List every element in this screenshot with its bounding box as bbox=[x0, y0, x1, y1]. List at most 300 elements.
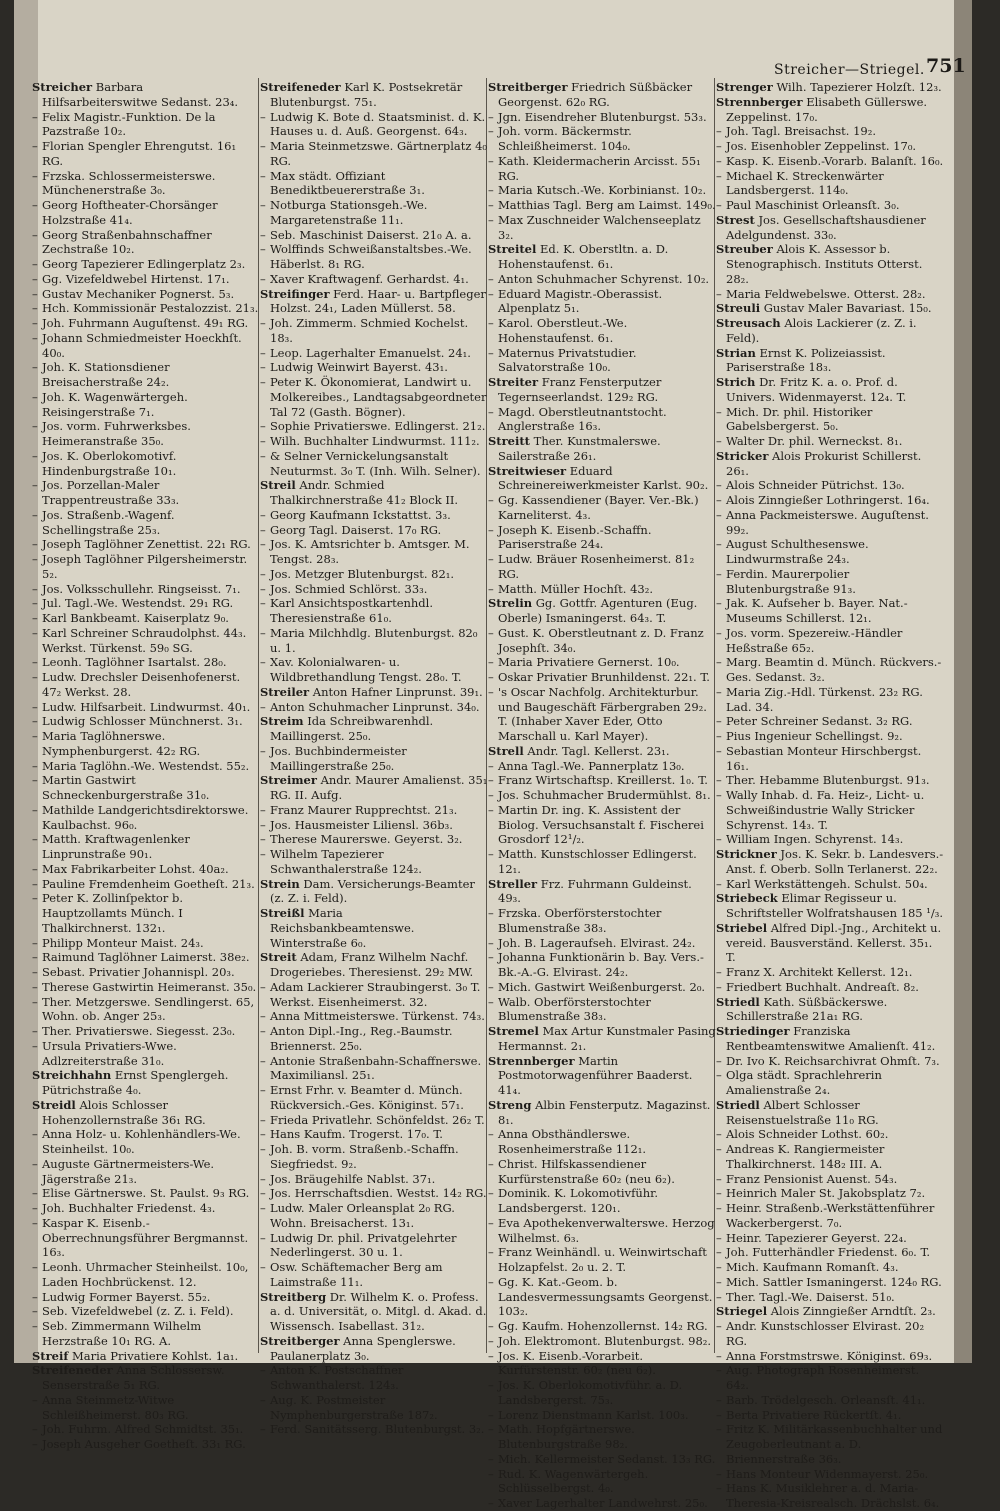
ditto-dash: – bbox=[716, 743, 722, 758]
directory-entry bbox=[488, 1319, 716, 1334]
ditto-dash: – bbox=[260, 448, 266, 463]
directory-entry bbox=[260, 478, 488, 508]
ditto-dash: – bbox=[260, 817, 266, 832]
directory-entry bbox=[32, 301, 260, 316]
directory-entry bbox=[488, 272, 716, 287]
entry-text: Xav. Kolonialwaren- u. Wildbrethandlung Tengst. 28₀. T. bbox=[270, 655, 462, 684]
directory-entry bbox=[32, 596, 260, 611]
ditto-dash: – bbox=[32, 1319, 38, 1333]
entry-text: Hch. Kommissionär Pestalozzist. 21₃. bbox=[42, 301, 259, 316]
directory-entry bbox=[260, 1142, 488, 1172]
entry-text: Alois Schlosser Hohenzollernstraße 36₁ RG. bbox=[42, 1097, 206, 1127]
entry-text: Joseph K. Eisenb.-Schaffn. Pariserstraße 24₄. bbox=[498, 522, 652, 552]
directory-entry bbox=[716, 847, 944, 877]
entry-text: Jos. Volksschullehr. Ringseisst. 7₁. bbox=[42, 581, 241, 596]
ditto-dash: – bbox=[32, 994, 38, 1009]
entry-text: Wilh. Buchhalter Lindwurmst. 111₂. bbox=[270, 434, 480, 448]
ditto-dash: – bbox=[32, 507, 38, 522]
directory-entry bbox=[32, 1039, 260, 1069]
ditto-dash: – bbox=[32, 965, 38, 979]
entry-text: Friedbert Buchhalt. Andreaſt. 8₂. bbox=[726, 979, 919, 994]
entry-text: Dr. Fritz K. a. o. Prof. d. Univers. Widenmayerst. 12₄. T. bbox=[726, 375, 907, 404]
ditto-dash: – bbox=[32, 139, 38, 153]
entry-text: Gustav Mechaniker Pognerst. 5₃. bbox=[42, 286, 235, 301]
ditto-dash: – bbox=[260, 360, 266, 375]
directory-entry bbox=[260, 1422, 488, 1437]
entry-text: Jos. Schmied Schlörst. 33₃. bbox=[270, 581, 428, 596]
ditto-dash: – bbox=[32, 581, 38, 596]
entry-text: Alois Prokurist Schillerst. 26₁. bbox=[726, 448, 922, 478]
ditto-dash: – bbox=[260, 139, 266, 153]
entry-text: Mathilde Landgerichtsdirektorswe. Kaulbachst. 96₀. bbox=[42, 802, 249, 832]
entry-text: Albin Fensterputz. Magazinst. 8₁. bbox=[498, 1097, 711, 1127]
entry-text: Joh. Fuhrmann Auguſtenst. 49₁ RG. bbox=[42, 316, 249, 330]
entry-text: Heinr. Tapezierer Geyerst. 22₄. bbox=[726, 1230, 907, 1245]
directory-entry bbox=[488, 1467, 716, 1497]
surname-heading: Strennberger bbox=[716, 94, 803, 109]
ditto-dash: – bbox=[488, 1127, 494, 1142]
entry-text: Wilh. Tapezierer Holzſt. 12₃. bbox=[776, 80, 942, 94]
ditto-dash: – bbox=[32, 389, 38, 404]
directory-entry bbox=[32, 316, 260, 331]
directory-entry bbox=[716, 449, 944, 479]
directory-entry bbox=[716, 154, 944, 169]
entry-text: Jos. Schuhmacher Brudermühlst. 8₁. bbox=[498, 788, 711, 802]
entry-text: Adam, Franz Wilhelm Nachf. Drogeriebes. Theresienst. 29₂ MW. bbox=[270, 950, 474, 979]
ditto-dash: – bbox=[488, 1407, 494, 1422]
ditto-dash: – bbox=[260, 802, 266, 817]
directory-entry bbox=[488, 375, 716, 405]
directory-entry bbox=[716, 80, 944, 95]
ditto-dash: – bbox=[716, 832, 722, 847]
directory-entry bbox=[716, 1422, 944, 1466]
directory-entry bbox=[488, 198, 716, 213]
entry-text: Aug. K. Postmeister Nymphenburgerstraße 187₂. bbox=[270, 1392, 438, 1422]
ditto-dash: – bbox=[488, 1186, 494, 1201]
entry-text: Anton Schuhmacher Schyrenst. 10₂. bbox=[498, 271, 710, 286]
entry-text: Jos. Metzger Blutenburgst. 82₁. bbox=[270, 566, 455, 581]
directory-entry bbox=[32, 1201, 260, 1216]
directory-entry bbox=[32, 700, 260, 715]
ditto-dash: – bbox=[716, 655, 722, 670]
entry-text: Mich. Kellermeister Sedanst. 13₃ RG. bbox=[498, 1451, 716, 1466]
surname-heading: Streller bbox=[488, 876, 538, 891]
entry-text: Ther. Privatierswe. Siegesst. 23₀. bbox=[42, 1024, 236, 1038]
entry-text: Joh. Zimmerm. Schmied Kochelst. 18₃. bbox=[270, 316, 469, 345]
directory-entry bbox=[32, 537, 260, 552]
ditto-dash: – bbox=[32, 758, 38, 773]
entry-text: Dam. Versicherungs-Beamter (z. Z. i. Feld). bbox=[270, 876, 475, 906]
ditto-dash: – bbox=[32, 286, 38, 301]
entry-text: Gg. Gottfr. Agenturen (Eug. Oberle) Ismaningerst. 64₃. T. bbox=[498, 596, 698, 625]
directory-entry bbox=[32, 1422, 260, 1437]
directory-entry bbox=[260, 1260, 488, 1290]
entry-text: Andr. Tagl. Kellerst. 23₁. bbox=[527, 743, 670, 758]
entry-text: Georg Tagl. Daiserst. 17₀ RG. bbox=[270, 522, 442, 537]
entry-text: Osw. Schäftemacher Berg am Laimstraße 11₁. bbox=[270, 1260, 443, 1289]
entry-text: Magd. Oberstleutnantstocht. Anglerstraße 16₃. bbox=[498, 404, 667, 434]
entry-text: Philipp Monteur Maist. 24₃. bbox=[42, 935, 204, 950]
directory-entry bbox=[716, 301, 944, 316]
directory-entry bbox=[32, 1304, 260, 1319]
ditto-dash: – bbox=[32, 655, 38, 670]
ditto-dash: – bbox=[716, 1245, 722, 1260]
directory-entry bbox=[260, 272, 488, 287]
entry-text: Joh. K. Wagenwärtergeh. Reisingerstraße 7₁. bbox=[42, 389, 188, 419]
column-1 bbox=[32, 80, 260, 1451]
entry-text: Wilhelm Tapezierer Schwanthalerstraße 124₂. bbox=[270, 847, 422, 876]
directory-entry bbox=[488, 906, 716, 936]
ditto-dash: – bbox=[32, 1289, 38, 1304]
entry-text: Karl Ansichtspostkartenhdl. Theresienstraße 61₀. bbox=[270, 596, 434, 625]
directory-entry bbox=[488, 1054, 716, 1098]
ditto-dash: – bbox=[716, 1068, 722, 1083]
entry-text: Georg Kaufmann Ickstattst. 3₃. bbox=[270, 507, 451, 522]
entry-text: Michael K. Streckenwärter Landsbergerst. 114₀. bbox=[726, 168, 884, 198]
directory-entry bbox=[260, 1201, 488, 1231]
ditto-dash: – bbox=[32, 950, 38, 965]
column-4 bbox=[716, 80, 944, 1510]
entry-text: Peter Schreiner Sedanst. 3₂ RG. bbox=[726, 714, 913, 729]
ditto-dash: – bbox=[32, 257, 38, 271]
entry-text: Barb. Trödelgesch. Orleansſt. 41₁. bbox=[726, 1392, 926, 1407]
directory-entry bbox=[488, 877, 716, 907]
directory-entry bbox=[488, 183, 716, 198]
entry-text: Ludw. Maler Orleansplat 2₀ RG. Wohn. Breisacherst. 13₁. bbox=[270, 1201, 455, 1230]
directory-entry bbox=[716, 744, 944, 774]
entry-text: Leop. Lagerhalter Emanuelst. 24₁. bbox=[270, 345, 471, 360]
ditto-dash: – bbox=[716, 139, 722, 153]
entry-text: Max Fabrikarbeiter Lohst. 40a₂. bbox=[42, 861, 229, 876]
ditto-dash: – bbox=[260, 109, 266, 124]
entry-text: Matth. Kunstschlosser Edlingerst. 12₁. bbox=[498, 847, 697, 876]
entry-text: Oskar Privatier Brunhildenst. 22₁. T. bbox=[498, 670, 710, 684]
directory-entry bbox=[488, 405, 716, 435]
directory-entry bbox=[716, 1098, 944, 1128]
ditto-dash: – bbox=[488, 153, 494, 168]
entry-text: Felix Magistr.-Funktion. De la Pazstraße 10₂. bbox=[42, 109, 216, 139]
entry-text: Franz Pensionist Auenst. 54₃. bbox=[726, 1171, 898, 1186]
entry-text: Karl Bankbeamt. Kaiserplatz 9₀. bbox=[42, 611, 229, 625]
directory-entry bbox=[260, 847, 488, 877]
entry-text: Georg Tapezierer Edlingerplatz 2₃. bbox=[42, 257, 246, 271]
entry-text: Jos. Eisenhobler Zeppelinst. 17₀. bbox=[726, 139, 917, 153]
entry-text: Ferd. Haar- u. Bartpfleger Holzst. 24₁, Laden Müllerst. 58. bbox=[270, 286, 486, 316]
ditto-dash: – bbox=[32, 625, 38, 640]
ditto-dash: – bbox=[32, 714, 38, 729]
ditto-dash: – bbox=[488, 906, 494, 920]
ditto-dash: – bbox=[488, 935, 494, 950]
entry-text: Maria Privatiere Gernerst. 10₀. bbox=[498, 655, 680, 670]
directory-entry bbox=[716, 1467, 944, 1482]
directory-entry bbox=[488, 670, 716, 685]
entry-text: Jos. Buchbindermeister Maillingerstraße 25₀. bbox=[270, 743, 407, 773]
surname-heading: Stricker bbox=[716, 448, 769, 463]
entry-text: Ed. K. Oberstltn. a. D. Hohenstaufenst. 6₁. bbox=[498, 242, 669, 271]
surname-heading: Streißl bbox=[260, 906, 305, 920]
directory-entry bbox=[32, 228, 260, 258]
ditto-dash: – bbox=[32, 611, 38, 625]
ditto-dash: – bbox=[488, 994, 494, 1009]
entry-text: Ursula Privatiers-Wwe. Adlzreiterstraße 31₀. bbox=[42, 1038, 177, 1068]
entry-text: Ludw. Hilfsarbeit. Lindwurmst. 40₁. bbox=[42, 699, 251, 714]
entry-text: Sophie Privatierswe. Edlingerst. 21₂. bbox=[270, 419, 486, 434]
entry-text: Ferd. Sanitätsserg. Blutenburgst. 3₂. bbox=[270, 1422, 485, 1437]
directory-entry bbox=[488, 1408, 716, 1423]
entry-text: Karl Werkstättengeh. Schulst. 50₄. bbox=[726, 876, 928, 891]
ditto-dash: – bbox=[716, 1348, 722, 1363]
ditto-dash: – bbox=[32, 360, 38, 375]
directory-entry bbox=[716, 1142, 944, 1172]
entry-text: Ferdin. Maurerpolier Blutenburgstraße 91₃. bbox=[726, 566, 856, 596]
directory-entry bbox=[716, 1304, 944, 1319]
ditto-dash: – bbox=[488, 950, 494, 965]
ditto-dash: – bbox=[32, 552, 38, 566]
surname-heading: Streiter bbox=[488, 375, 539, 389]
ditto-dash: – bbox=[716, 286, 722, 301]
entry-text: Jgn. Eisendreher Blutenburgst. 53₃. bbox=[498, 109, 707, 124]
surname-heading: Strein bbox=[260, 876, 300, 891]
ditto-dash: – bbox=[488, 625, 494, 640]
surname-heading: Streiler bbox=[260, 684, 310, 699]
ditto-dash: – bbox=[32, 109, 38, 124]
directory-entry bbox=[716, 980, 944, 995]
directory-entry bbox=[488, 1186, 716, 1216]
ditto-dash: – bbox=[716, 1363, 722, 1378]
directory-entry bbox=[260, 950, 488, 980]
surname-heading: Streifinger bbox=[260, 286, 330, 301]
ditto-dash: – bbox=[488, 1422, 494, 1437]
entry-text: Fritz K. Militärkassenbuchhalter und Zeugoberleutnant a. D. Briennerstraße 36₃. bbox=[726, 1422, 943, 1466]
directory-entry bbox=[260, 169, 488, 199]
entry-text: Ernst Frhr. v. Beamter d. Münch. Rückversich.-Ges. Königinst. 57₁. bbox=[270, 1083, 464, 1112]
surname-heading: Striedl bbox=[716, 1097, 760, 1112]
ditto-dash: – bbox=[716, 1171, 722, 1186]
entry-text: Adam Lackierer Straubingerst. 3₀ T. Werkst. Eisenheimerst. 32. bbox=[270, 979, 481, 1009]
ditto-dash: – bbox=[32, 1215, 38, 1230]
entry-text: Maria Milchhdlg. Blutenburgst. 82₀ u. 1. bbox=[270, 625, 478, 655]
entry-text: Matth. Kraftwagenlenker Linprunstraße 90₁. bbox=[42, 832, 190, 861]
directory-entry bbox=[260, 537, 488, 567]
directory-entry bbox=[716, 1260, 944, 1275]
ditto-dash: – bbox=[260, 1363, 266, 1378]
directory-entry bbox=[716, 1201, 944, 1231]
surname-heading: Strest bbox=[716, 212, 755, 227]
entry-text: Jos. vorm. Spezereiw.-Händler Heßstraße 65₂. bbox=[726, 625, 903, 655]
ditto-dash: – bbox=[716, 773, 722, 788]
ditto-dash: – bbox=[260, 271, 266, 286]
entry-text: Anna Packmeisterswe. Auguſtenst. 99₂. bbox=[726, 507, 929, 537]
surname-heading: Striedinger bbox=[716, 1024, 790, 1038]
ditto-dash: – bbox=[32, 1201, 38, 1215]
ditto-dash: – bbox=[488, 788, 494, 802]
directory-entry bbox=[488, 1245, 716, 1275]
ditto-dash: – bbox=[260, 242, 266, 257]
entry-text: Anna Steinmetz-Witwe Schleißheimerst. 80₃ RG. bbox=[42, 1392, 189, 1422]
directory-entry bbox=[716, 316, 944, 346]
directory-entry bbox=[716, 1349, 944, 1364]
directory-entry bbox=[488, 1275, 716, 1319]
ditto-dash: – bbox=[716, 979, 722, 994]
directory-entry bbox=[32, 832, 260, 862]
entry-text: Anton Dipl.-Ing., Reg.-Baumstr. Briennerst. 25₀. bbox=[270, 1024, 453, 1053]
entry-text: Hans Kaufm. Trogerst. 17₀. T. bbox=[270, 1127, 443, 1142]
entry-text: Peter K. Ökonomierat, Landwirt u. Molkereibes., Landtagsabgeordneter Tal 72 (Gasth. Bögner). bbox=[270, 375, 487, 419]
ditto-dash: – bbox=[716, 478, 722, 493]
directory-entry bbox=[260, 449, 488, 479]
directory-entry bbox=[716, 921, 944, 965]
directory-entry bbox=[32, 360, 260, 390]
entry-text: Anton Hafner Linprunst. 39₁. bbox=[312, 684, 483, 699]
ditto-dash: – bbox=[260, 832, 266, 847]
directory-entry bbox=[260, 567, 488, 582]
directory-entry bbox=[716, 1245, 944, 1260]
directory-entry bbox=[716, 1393, 944, 1408]
entry-text: Ludw. Drechsler Deisenhofenerst. 47₂ Werkst. 28. bbox=[42, 670, 241, 699]
ditto-dash: – bbox=[32, 876, 38, 891]
directory-entry bbox=[32, 891, 260, 935]
directory-entry bbox=[716, 877, 944, 892]
ditto-dash: – bbox=[716, 153, 722, 168]
ditto-dash: – bbox=[32, 1038, 38, 1053]
entry-text: Mich. Gastwirt Weißenburgerst. 2₀. bbox=[498, 979, 706, 994]
entry-text: Alois Lackierer (z. Z. i. Feld). bbox=[726, 316, 917, 345]
surname-heading: Streicher bbox=[32, 80, 93, 94]
directory-entry bbox=[716, 124, 944, 139]
entry-text: Barbara Hilfsarbeiterswitwe Sedanst. 23₄. bbox=[42, 80, 239, 109]
directory-entry bbox=[716, 891, 944, 921]
ditto-dash: – bbox=[488, 286, 494, 301]
ditto-dash: – bbox=[32, 1422, 38, 1437]
directory-entry bbox=[716, 1186, 944, 1201]
entry-text: Maria Taglöhnerswe. Nymphenburgerst. 42₂ RG. bbox=[42, 729, 201, 758]
ditto-dash: – bbox=[488, 1466, 494, 1481]
directory-entry bbox=[260, 287, 488, 317]
ditto-dash: – bbox=[260, 699, 266, 714]
entry-text: Maria Steinmetzswe. Gärtnerplatz 4₀ RG. bbox=[270, 139, 487, 168]
directory-entry bbox=[488, 847, 716, 877]
ditto-dash: – bbox=[716, 566, 722, 581]
entry-text: Joseph Taglöhner Pilgersheimerstr. 5₂. bbox=[42, 552, 248, 581]
surname-heading: Streitt bbox=[488, 434, 530, 448]
directory-entry bbox=[488, 950, 716, 980]
surname-heading: Streifeneder bbox=[260, 80, 341, 94]
directory-entry bbox=[260, 877, 488, 907]
entry-text: Xaver Lagerhalter Landwehrst. 25₀. bbox=[498, 1496, 708, 1510]
entry-text: Gg. Kaufm. Hohenzollernst. 14₂ RG. bbox=[498, 1319, 708, 1333]
entry-text: Pauline Fremdenheim Goetheſt. 21₃. bbox=[42, 876, 255, 891]
entry-text: Xaver Kraftwagenf. Gerhardst. 4₁. bbox=[270, 271, 469, 286]
ditto-dash: – bbox=[32, 802, 38, 817]
directory-entry bbox=[716, 995, 944, 1025]
directory-entry bbox=[32, 862, 260, 877]
directory-entry bbox=[488, 596, 716, 626]
ditto-dash: – bbox=[260, 743, 266, 758]
directory-entry bbox=[32, 139, 260, 169]
ditto-dash: – bbox=[260, 1024, 266, 1038]
directory-entry bbox=[716, 1481, 944, 1511]
entry-text: Ther. Metzgerswe. Sendlingerst. 65, Wohn. ob. Anger 25₃. bbox=[42, 994, 255, 1024]
entry-text: Karl K. Postsekretär Blutenburgst. 75₁. bbox=[270, 80, 463, 109]
page-edge-shadow bbox=[954, 0, 972, 1363]
directory-entry bbox=[260, 906, 488, 950]
entry-text: Jos. Straßenb.-Wagenf. Schellingstraße 25₃. bbox=[42, 507, 175, 537]
entry-text: Frzska. Oberförsterstochter Blumenstraße 38₃. bbox=[498, 906, 662, 935]
directory-entry bbox=[488, 80, 716, 110]
directory-entry bbox=[32, 626, 260, 656]
entry-text: 's Oscar Nachfolg. Architekturbur. und Baugeschäft Färbergraben 29₂. T. (Inhaber Xaver Eder, Otto Marschall u. Karl Mayer). bbox=[498, 684, 707, 743]
surname-heading: Striegel bbox=[716, 1304, 768, 1319]
directory-entry bbox=[32, 80, 260, 110]
ditto-dash: – bbox=[260, 1142, 266, 1156]
directory-entry bbox=[488, 773, 716, 788]
entry-text: Martin Postmotorwagenführer Baaderst. 41₄. bbox=[498, 1053, 693, 1097]
directory-entry bbox=[260, 818, 488, 833]
ditto-dash: – bbox=[716, 714, 722, 729]
ditto-dash: – bbox=[488, 1245, 494, 1260]
directory-entry bbox=[32, 655, 260, 670]
directory-entry bbox=[716, 1319, 944, 1349]
directory-entry bbox=[32, 1349, 260, 1364]
directory-entry bbox=[260, 1083, 488, 1113]
ditto-dash: – bbox=[260, 1186, 266, 1201]
ditto-dash: – bbox=[32, 1260, 38, 1274]
directory-page bbox=[14, 0, 972, 1510]
ditto-dash: – bbox=[488, 1378, 494, 1392]
directory-entry bbox=[716, 626, 944, 656]
entry-text: Franz Weinhändl. u. Weinwirtschaft Holzapfelst. 2₀ u. 2. T. bbox=[498, 1245, 707, 1274]
directory-entry bbox=[488, 464, 716, 494]
directory-entry bbox=[488, 1378, 716, 1408]
surname-heading: Streichhahn bbox=[32, 1068, 112, 1083]
directory-entry bbox=[716, 508, 944, 538]
entry-text: Peter K. Zollinſpektor b. Hauptzollamts Münch. I Thalkirchnerst. 132₁. bbox=[42, 891, 183, 935]
directory-entry bbox=[32, 508, 260, 538]
surname-heading: Streitberger bbox=[488, 80, 568, 94]
ditto-dash: – bbox=[32, 891, 38, 906]
directory-entry bbox=[32, 729, 260, 759]
entry-text: Matth. Müller Hochſt. 43₂. bbox=[498, 581, 653, 596]
ditto-dash: – bbox=[32, 168, 38, 183]
directory-entry bbox=[716, 537, 944, 567]
directory-entry bbox=[488, 1422, 716, 1452]
directory-entry bbox=[32, 287, 260, 302]
directory-entry bbox=[716, 1054, 944, 1069]
directory-entry bbox=[488, 110, 716, 125]
ditto-dash: – bbox=[488, 183, 494, 198]
ditto-dash: – bbox=[716, 404, 722, 419]
ditto-dash: – bbox=[716, 876, 722, 891]
entry-text: Maria Privatiere Kohlst. 1a₁. bbox=[71, 1348, 239, 1363]
surname-heading: Streil bbox=[260, 478, 296, 493]
entry-text: Ludwig Former Bayerst. 55₂. bbox=[42, 1289, 211, 1304]
entry-text: Alfred Dipl.-Jng., Architekt u. vereid. Bausverständ. Kellerst. 35₁. T. bbox=[726, 920, 942, 965]
entry-text: Aug. Photograph Rosenheimerst. 64₂. bbox=[726, 1363, 920, 1392]
directory-entry bbox=[32, 552, 260, 582]
directory-entry bbox=[488, 434, 716, 464]
entry-text: Johann Schmiedmeister Hoeckhſt. 40₀. bbox=[42, 330, 242, 360]
directory-entry bbox=[260, 1393, 488, 1423]
entry-text: Maternus Privatstudier. Salvatorstraße 10₀. bbox=[498, 345, 637, 375]
entry-text: Gustav Maler Bavariast. 15₀. bbox=[763, 301, 932, 316]
entry-text: Gust. K. Oberstleutnant z. D. Franz Josephſt. 34₀. bbox=[498, 625, 704, 655]
entry-text: Frieda Privatlehr. Schönfeldst. 26₂ T. bbox=[270, 1112, 485, 1127]
directory-entry bbox=[260, 508, 488, 523]
directory-entry bbox=[32, 936, 260, 951]
surname-heading: Streit bbox=[260, 950, 297, 965]
ditto-dash: – bbox=[260, 419, 266, 434]
directory-entry bbox=[488, 1349, 716, 1379]
